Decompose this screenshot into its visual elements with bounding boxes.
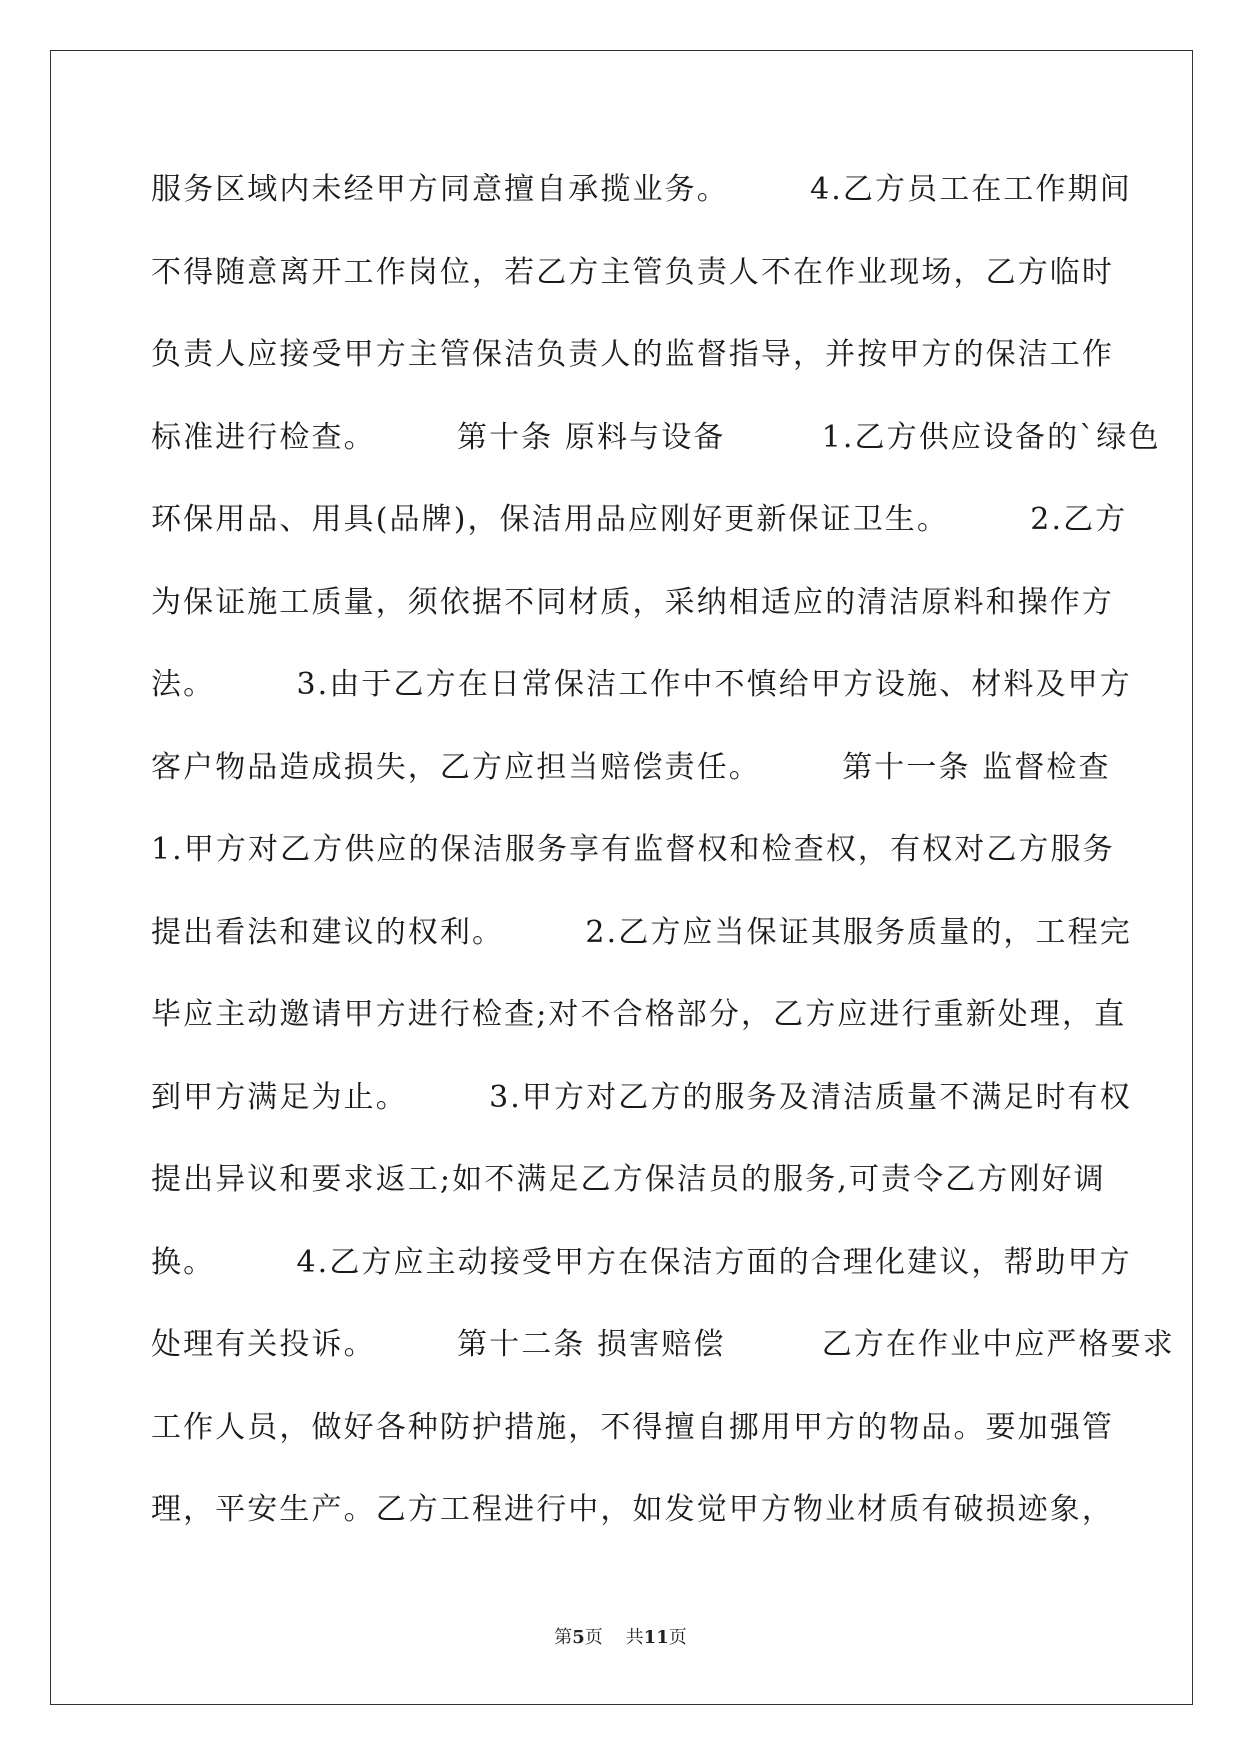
- text-line: 工作人员，做好各种防护措施，不得擅自挪用甲方的物品。要加强管: [151, 1409, 1114, 1445]
- page-suffix: 页: [584, 1627, 603, 1648]
- text-line: 法。 3.由于乙方在日常保洁工作中不慎给甲方设施、材料及甲方: [151, 667, 1132, 702]
- text-line: 负责人应接受甲方主管保洁负责人的监督指导，并按甲方的保洁工作: [151, 337, 1114, 372]
- text-line: 毕应主动邀请甲方进行检查;对不合格部分，乙方应进行重新处理，直: [151, 997, 1127, 1032]
- text-line: 客户物品造成损失，乙方应担当赔偿责任。 第十一条 监督检查: [151, 749, 1111, 785]
- text-line: 标准进行检查。 第十条 原料与设备 1.乙方供应设备的`绿色: [151, 419, 1161, 455]
- text-line: 1.甲方对乙方供应的保洁服务享有监督权和检查权，有权对乙方服务: [151, 832, 1115, 867]
- document-body: [151, 160, 1175, 1563]
- text-line: 提出看法和建议的权利。 2.乙方应当保证其服务质量的，工程完: [151, 914, 1132, 950]
- text-line: 处理有关投诉。 第十二条 损害赔偿 乙方在作业中应严格要求: [151, 1327, 1175, 1362]
- total-prefix: 共: [625, 1627, 644, 1648]
- page-prefix: 第: [554, 1627, 573, 1648]
- total-page-count: 11: [643, 1627, 669, 1648]
- text-line: 理，平安生产。乙方工程进行中，如发觉甲方物业材质有破损迹象，: [151, 1492, 1114, 1527]
- total-suffix: 页: [668, 1627, 687, 1648]
- text-line: 为保证施工质量，须依据不同材质，采纳相适应的清洁原料和操作方: [151, 584, 1114, 620]
- text-line: 到甲方满足为止。 3.甲方对乙方的服务及清洁质量不满足时有权: [151, 1079, 1132, 1115]
- current-page-number: 5: [572, 1627, 585, 1648]
- text-line: 不得随意离开工作岗位，若乙方主管负责人不在作业现场，乙方临时: [151, 254, 1114, 290]
- text-line: 环保用品、用具(品牌)，保洁用品应刚好更新保证卫生。 2.乙方: [151, 502, 1128, 537]
- page-number-footer: [0, 1626, 1241, 1650]
- text-line: 提出异议和要求返工;如不满足乙方保洁员的服务,可责令乙方刚好调: [151, 1162, 1106, 1197]
- text-line: 换。 4.乙方应主动接受甲方在保洁方面的合理化建议，帮助甲方: [151, 1244, 1132, 1280]
- text-line: 服务区域内未经甲方同意擅自承揽业务。 4.乙方员工在工作期间: [151, 172, 1132, 207]
